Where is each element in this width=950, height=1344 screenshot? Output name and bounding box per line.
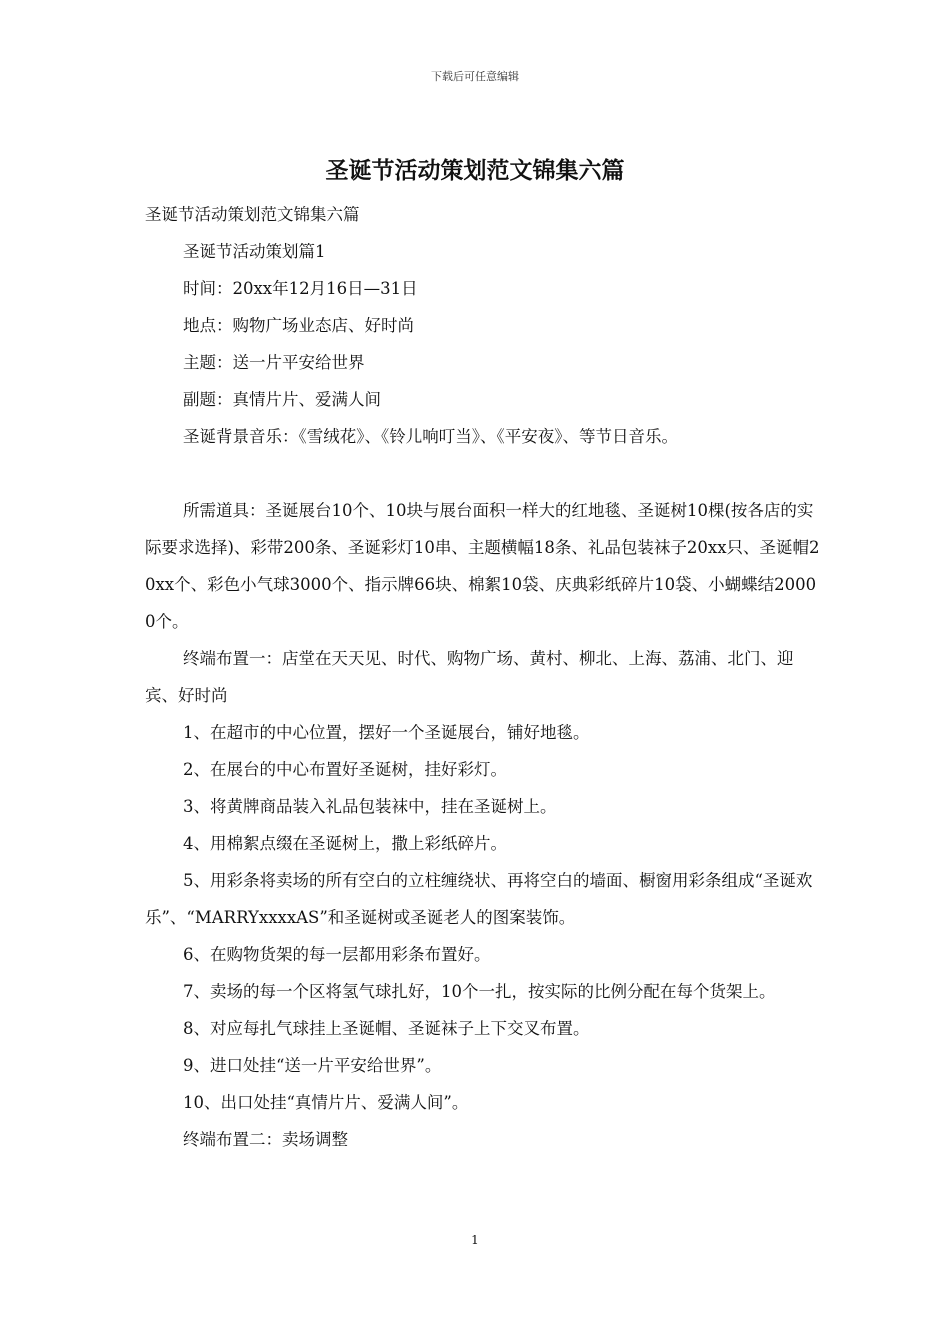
paragraph-spacer bbox=[145, 455, 823, 492]
paragraph-subtheme: 副题：真情片片、爱满人间 bbox=[183, 390, 381, 409]
list-item: 1、在超市的中心位置，摆好一个圣诞展台，铺好地毯。 bbox=[183, 723, 590, 742]
paragraph-terminal-layout-1: 终端布置一：店堂在天天见、时代、购物广场、黄村、柳北、上海、荔浦、北门、迎宾、好时尚 bbox=[145, 649, 794, 705]
paragraph-section-heading: 圣诞节活动策划篇1 bbox=[183, 242, 326, 261]
list-item: 6、在购物货架的每一层都用彩条布置好。 bbox=[183, 945, 491, 964]
list-item: 2、在展台的中心布置好圣诞树，挂好彩灯。 bbox=[183, 760, 507, 779]
paragraph-location: 地点：购物广场业态店、好时尚 bbox=[183, 316, 414, 335]
list-item: 5、用彩条将卖场的所有空白的立柱缠绕状、再将空白的墙面、橱窗用彩条组成“圣诞欢乐”、“MARRYxxxxAS”和圣诞树或圣诞老人的图案装饰。 bbox=[145, 871, 813, 927]
list-item: 10、出口处挂“真情片片、爱满人间”。 bbox=[183, 1093, 469, 1112]
paragraph-props: 所需道具：圣诞展台10个、10块与展台面积一样大的红地毯、圣诞树10棵(按各店的实际要求选择)、彩带200条、圣诞彩灯10串、主题横幅18条、礼品包装袜子20xx只、圣诞帽20xx个、彩色小气球3000个、指示牌66块、棉絮10袋、庆典彩纸碎片10袋、小蝴蝶结20000个。 bbox=[145, 501, 820, 631]
list-item: 7、卖场的每一个区将氢气球扎好，10个一扎，按实际的比例分配在每个货架上。 bbox=[183, 982, 776, 1001]
paragraph-theme: 主题：送一片平安给世界 bbox=[183, 353, 365, 372]
list-item: 9、进口处挂“送一片平安给世界”。 bbox=[183, 1056, 442, 1075]
list-item: 4、用棉絮点缀在圣诞树上，撒上彩纸碎片。 bbox=[183, 834, 507, 853]
list-item: 3、将黄牌商品装入礼品包装袜中，挂在圣诞树上。 bbox=[183, 797, 557, 816]
list-item: 8、对应每扎气球挂上圣诞帽、圣诞袜子上下交叉布置。 bbox=[183, 1019, 590, 1038]
paragraph-music: 圣诞背景音乐：《雪绒花》、《铃儿响叮当》、《平安夜》、等节日音乐。 bbox=[183, 427, 678, 446]
header-note: 下载后可任意编辑 bbox=[431, 70, 519, 83]
paragraph-time: 时间：20xx年12月16日—31日 bbox=[183, 279, 418, 298]
paragraph-subtitle: 圣诞节活动策划范文锦集六篇 bbox=[145, 205, 360, 224]
document-title: 圣诞节活动策划范文锦集六篇 bbox=[325, 157, 625, 184]
page-number: 1 bbox=[471, 1233, 479, 1247]
paragraph-terminal-layout-2: 终端布置二：卖场调整 bbox=[183, 1130, 348, 1149]
document-body bbox=[145, 196, 823, 1158]
